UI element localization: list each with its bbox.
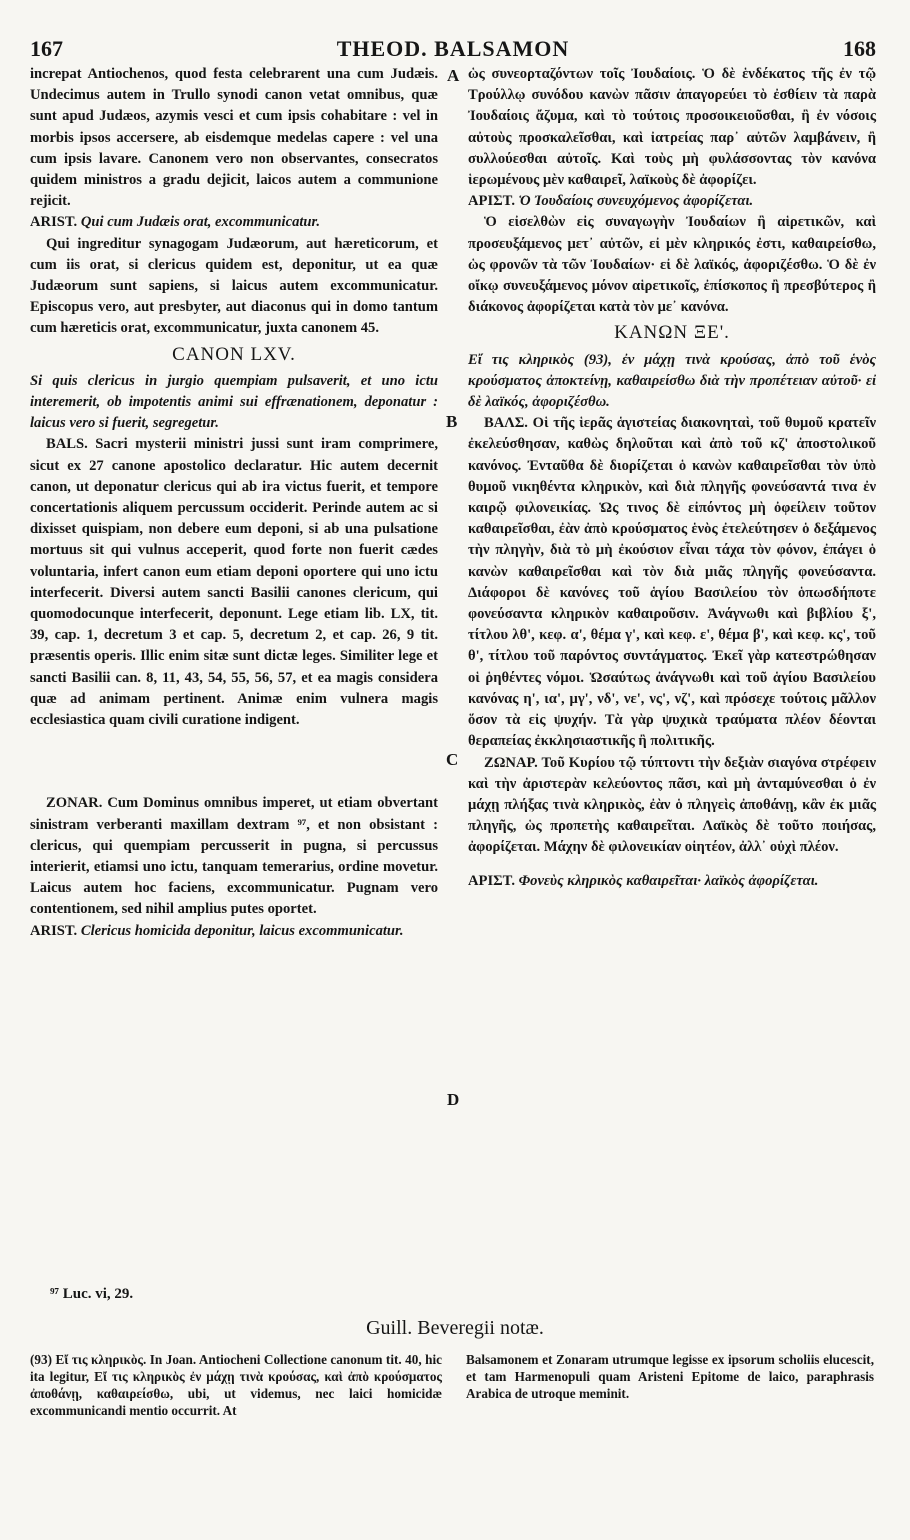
arist-title: Clericus homicida deponitur, laicus excommunicatur. [80,922,404,939]
latin-canon-text [30,371,438,435]
page-number-left: 167 [30,36,63,61]
arist-label: ARIST. [30,922,78,939]
latin-paragraph-2: Qui ingreditur synagogam Judæorum, aut hæreticorum, et cum iis orat, si clericus quidem est, deponitur, ut ea quæ Judæorum sunt sapiens, si laicus autem excommunicatur. Episcopus vero, aut presbyter, aut diaconus qui in domo tantum cum hæreticis orat, excommunicatur, juxta canonem 45. [30,235,438,337]
note-93-continued: Balsamonem et Zonaram utrumque legisse ex ipsorum scholiis elucescit, et tam Harmenopuli quam Aristeni Epitome de laico, paraphrasis Arabica de utroque meminit. [466,1352,874,1401]
greek-arist-heading-1 [468,191,876,212]
arist-title: Φονεὺς κληρικὸς καθαιρεῖται· λαϊκὸς ἀφορίζεται. [518,872,819,889]
notes-right-column [466,1351,874,1402]
canon-text: Si quis clericus in jurgio quempiam pulsaverit, et uno ictu interemerit, ob impotentis animi sui effrænationem, deponatur : laicus vero si fuerit, segregetur. [30,372,438,432]
latin-canon-title: CANON LXV. [172,343,296,365]
zonar-text: Τοῦ Κυρίου τῷ τύπτοντι τὴν δεξιὰν σιαγόνα στρέφειν καὶ τὴν ἀριστερὰν κελεύοντος πᾶσι, καὶ μὴ ἀνταμύνεσθαι ὁ ἐν μάχῃ πλήξας τινὰ κληρικὸς, ἐὰν ὁ πληγεὶς ἀποθάνῃ, κἂν ἐκ μιᾶς πληγῆς, ὡς προπετὴς καθαιρεῖται. Λαϊκὸς δὲ τοῦτο ποιήσας, ἀφορίζεται. Μάχην δὲ φιλονεικίαν οἰητέον, ἀλλ᾽ οὐχὶ πλέον. [468,754,876,856]
zonar-text: Cum Dominus omnibus imperet, ut etiam obvertant sinistram verberanti maxillam dextram ⁹⁷, et non obsistant : clericus, qui quempiam percusserit in pugna, si percussus interierit, etiamsi uno ictu, tanquam temerarius, ordine movetur. Laicus autem hoc faciens, excommunicatur. Pugnam vero contentionem, sed nihil amplius putes oportet. [30,795,438,918]
greek-bals [468,413,876,752]
latin-zonar [30,793,438,920]
margin-letter-b: B [446,412,458,431]
margin-letter-c: C [446,750,459,769]
latin-arist-heading-2 [30,921,438,942]
arist-title: Qui cum Judæis orat, excommunicatur. [80,214,321,231]
note-93: (93) Εἴ τις κληρικὸς. In Joan. Antiocheni Collectione canonum tit. 40, hic ita legitur, Εἴ τις κληρικὸς ἐν μάχῃ τινὰ κρούσας, καὶ ἀπὸ κρούσματος ἀποθάνῃ, καθαιρείσθω, ubi, ut videmus, nec laici homicidæ excommunicandi mentio occurrit. At [30,1352,442,1418]
zonar-label: ΖΩΝΑΡ. [484,754,538,771]
arist-title: Ὁ Ἰουδαίοις συνευχόμενος ἀφορίζεται. [518,193,754,210]
bals-text: Οἱ τῆς ἱερᾶς ἁγιστείας διακονηταὶ, τοῦ θυμοῦ κρατεῖν ἐκελεύσθησαν, καθὼς δηλοῦται καὶ ἀπὸ τοῦ κζ' ἀποστολικοῦ κανόνος. Ἐνταῦθα δὲ διορίζεται ὁ κανὼν καθαιρεῖσθαι τὸν ὑπὸ θυμοῦ νικηθέντα κληρικὸν, καὶ διὰ πληγῆς φονεύσαντά τινα ἐν καιρῷ φιλονεικίας. Ὡς τινος δὲ εἰπόντος μὴ ὀφείλειν τοῦτον καθαιρεῖσθαι, ἐὰν ἀπὸ κρούσματος ἑνὸς ἐτελεύτησεν ὁ δεξάμενος τὴν πληγὴν, διὰ τὸ μὴ ἐκούσιον εἶναι τάχα τὸν φόνον, ἐπάγει ὁ κανὼν καθαιρεῖσθαι καὶ τὸν διὰ μιᾶς πληγῆς φονεύσαντα. Διάφοροι δὲ κανόνες τοῦ ἁγίου Βασιλείου τὸν ὁπωσδήποτε φονεύσαντα κληρικὸν καθαιροῦσιν. Ἀνάγνωθι καὶ βιβλίου ξ', τίτλου λθ', κεφ. α', θέμα γ', καὶ κεφ. ε', θέμα β', καὶ κεφ. κς', τοῦ θ', τίτλου τοῦ παρόντος συντάγματος. Ἐκεῖ γὰρ κατεστρώθησαν οἱ ῥηθέντες νόμοι. Ὡσαύτως ἀνάγνωθι καὶ τοῦ ἁγίου Βασιλείου κανόνας η', ια', μγ', νδ', νε', νς', νζ', καὶ πρόσεχε τούτοις μᾶλλον ὅσον τὰ εἰς ψυχήν. Τὰ γὰρ ψυχικὰ τραύματα πλέον δέονται θεραπείας ἐκκλησιαστικῆς ἢ πολιτικῆς. [468,415,876,750]
running-title: THEOD. BALSAMON [336,36,570,61]
canon-text: Εἴ τις κληρικὸς (93), ἐν μάχῃ τινὰ κρούσας, ἀπὸ τοῦ ἑνὸς κρούσματος ἀποκτείνῃ, καθαιρείσθω διὰ τὴν προπέτειαν αὐτοῦ· εἰ δὲ λαϊκός, ἀφοριζέσθω. [468,351,876,411]
greek-arist-heading-2 [468,871,876,892]
bals-text: Sacri mysterii ministri jussi sunt iram comprimere, sicut ex 27 canone apostolico declaratur. Hic autem decernit canon, ut deponatur clericus qui ab ira victus fuerit, et tempore concertationis aliquem percussum occiderit. Perinde autem ac si dixisset quispiam, non debere eum deponi, si ab una pulsatione mortuus sit qui vulnus acceperit, quod forte non fuerit cædes voluntaria, infert canon eum etiam deponi oportere qui uno ictu interfecerit. Diversi autem sancti Basilii canones clericum, qui quomodocunque interfecerit, deponunt. Lege etiam lib. LX, tit. 39, cap. 1, decretum 3 et cap. 5, decretum 2, et cap. 26, 9 tit. præsentis operis. Illic enim sitæ sunt dictæ leges. Similiter lege et sancti Basilii can. 8, 11, 43, 54, 55, 56, 57, et ea magis considera quæ ad animam pertinent. Animæ enim vulnera magis ecclesiastica quam civili curatione indigent. [30,436,438,729]
margin-letter-d: D [447,1090,460,1109]
latin-column [30,64,438,942]
arist-label: ΑΡΙΣΤ. [468,193,515,210]
bals-label: ΒΑΛΣ. [484,415,528,432]
page-header [30,36,876,64]
greek-canon-title: ΚΑΝΩΝ ΞΕ'. [614,322,730,344]
greek-zonar [468,753,876,859]
latin-paragraph-1: increpat Antiochenos, quod festa celebrarent una cum Judæis. Undecimus autem in Trullo synodi canon vetat omnibus, quæ sunt apud Judæos, azymis vesci et cum ipsis cohabitare : vel in morbis ipsos accersere, ab eisdemque medelas capere : vel una cum ipsis lavare. Canonem vero non observantes, consecratos quidem ministros a gradu dejicit, laicos autem a communione rejicit. [30,66,438,210]
notes-left-column [30,1351,442,1419]
bals-label: BALS. [46,436,88,453]
latin-arist-heading-1 [30,212,438,233]
greek-column [468,64,876,892]
margin-letter-a: A [447,66,460,85]
greek-canon-text [468,350,876,414]
zonar-label: ZONAR. [46,795,103,812]
arist-label: ΑΡΙΣΤ. [468,872,515,889]
page-number-right: 168 [843,36,876,61]
footnote: ⁹⁷ Luc. vi, 29. [50,1286,134,1302]
latin-bals [30,434,438,731]
notes-title: Guill. Beveregii notæ. [366,1317,544,1339]
greek-paragraph-1: ὡς συνεορταζόντων τοῖς Ἰουδαίοις. Ὁ δὲ ἑνδέκατος τῆς ἐν τῷ Τρούλλῳ συνόδου κανὼν πᾶσιν ἀπαγορεύει τὸ ἐσθίειν τὰ παρὰ Ἰουδαίοις ἄζυμα, καὶ τὸ τούτοις προσοικειοῦσθαι, ἢ ἐν νόσοις αὐτοὺς προσκαλεῖσθαι, καὶ ἰατρείας παρ᾽ αὐτῶν λαμβάνειν, ἢ συλλούεσθαι αὐτοῖς. Καὶ τοὺς μὴ φυλάσσοντας τὸν κανόνα ἱερωμένους μὲν καθαιρεῖ, λαϊκοὺς δὲ ἀφορίζει. [468,66,876,189]
greek-paragraph-2: Ὁ εἰσελθὼν εἰς συναγωγὴν Ἰουδαίων ἢ αἱρετικῶν, καὶ προσευξάμενος μετ᾽ αὐτῶν, εἰ μὲν κληρικός ἐστι, καθαιρείσθω, ὡς φρονῶν τὰ τῶν Ἰουδαίων· εἰ δὲ λαϊκός, ἀφοριζέσθω. Ὁ δὲ ἐν οἴκῳ συνευξάμενος μόνον αἱρετικοῖς, ἐπίσκοπος ἢ πρεσβύτερος ἢ διάκονος ἀφορίζεται κατὰ τὸν με᾽ κανόνα. [468,214,876,316]
arist-label: ARIST. [30,214,78,231]
